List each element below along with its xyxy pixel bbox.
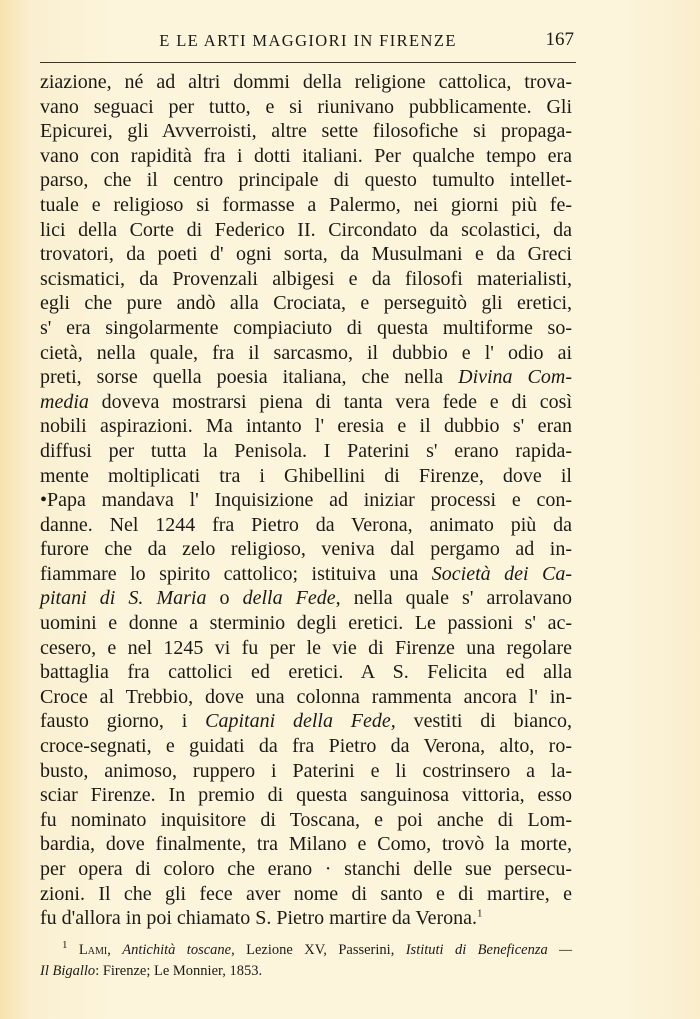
- text-line: croce-segnati, e guidati da fra Pietro da Verona, alto, ro-: [40, 735, 572, 758]
- footnote-author: Lami: [78, 942, 108, 958]
- text-line: [40, 906, 572, 931]
- italic-text: Società dei Ca-: [431, 562, 572, 585]
- footnote: [40, 940, 572, 982]
- footnote-work-2: Istituti di Beneficenza —: [405, 942, 573, 958]
- text-line: [40, 562, 572, 587]
- text-line: [40, 586, 572, 611]
- text-line: cietà, nella quale, fra il sarcasmo, il dubbio e l' odio ai: [40, 341, 572, 364]
- italic-text: Divina Com-: [458, 366, 572, 389]
- footnote-text: , Lezione XV, Passerini,: [231, 942, 406, 958]
- footnote-ref: 1: [477, 907, 483, 920]
- text-line: tuale e religioso si formasse a Palermo, nei giorni più fe-: [40, 193, 572, 216]
- text-line: ziazione, né ad altri dommi della religione cattolica, trova-: [40, 71, 572, 93]
- text-line: lici della Corte di Federico II. Circondato da scolastici, da: [40, 218, 572, 241]
- italic-text: media: [40, 390, 89, 413]
- footnote-line: $^1$ Lami, Antichità toscane, Lezione XV, Passerini, Istituti di Beneficenza —: [62, 939, 573, 958]
- text-line: furore che da zelo religioso, veniva dal pergamo ad in-: [40, 538, 572, 561]
- text-line: scismatici, da Provenzali albigesi e da filosofi materialisti,: [40, 267, 572, 290]
- text-line: trovatori, da poeti d' ogni sorta, da Musulmani e da Greci: [40, 243, 572, 266]
- page-number: 167: [545, 29, 574, 50]
- footnote-work: Antichità toscane: [122, 942, 232, 958]
- text-run: fausto giorno, i: [40, 710, 206, 733]
- footnote-text-2: : Firenze; Le Monnier, 1853.: [95, 963, 263, 979]
- text-line: sciar Firenze. In premio di questa sanguinosa vittoria, esso: [40, 784, 572, 807]
- footnote-marker: 1: [62, 939, 68, 952]
- text-line: fu nominato inquisitore di Toscana, e poi anche di Lom-: [40, 808, 572, 831]
- text-line: bardia, dove finalmente, tra Milano e Como, trovò la morte,: [40, 833, 572, 856]
- text-line: [40, 390, 572, 415]
- text-run: fiammare lo spirito cattolico; istituiva una: [40, 562, 432, 585]
- text-line: mente moltiplicati tra i Ghibellini di Firenze, dove il: [40, 464, 572, 487]
- text-line: per opera di coloro che erano · stanchi delle sue persecu-: [40, 858, 572, 880]
- text-line: Croce al Trebbio, dove una colonna rammenta ancora l' in-: [40, 685, 572, 708]
- italic-text: della Fede: [242, 587, 336, 610]
- text-run: , nella quale s' arrolavano: [335, 587, 573, 610]
- text-line: zioni. Il che gli fece aver nome di santo e di martire, e: [40, 882, 572, 905]
- text-line: vano seguaci per tutto, e si riunivano pubblicamente. Gli: [40, 95, 572, 118]
- italic-text: Capitani della Fede,: [205, 710, 396, 733]
- italic-text: pitani di S. Maria: [40, 587, 207, 610]
- text-run: fu d'allora in poi chiamato S. Pietro martire da Verona.: [40, 907, 478, 930]
- text-line: Epicurei, gli Avverroisti, altre sette filosofiche si propaga-: [40, 120, 572, 143]
- footnote-line: [40, 961, 572, 982]
- text-line: cesero, e nel 1245 vi fu per le vie di Firenze una regolare: [40, 636, 572, 659]
- running-title: E LE ARTI MAGGIORI IN FIRENZE: [159, 31, 457, 50]
- text-line: egli che pure andò alla Crociata, e perseguitò gli eretici,: [40, 292, 572, 315]
- text-line: danne. Nel 1244 fra Pietro da Verona, animato più da: [40, 513, 572, 536]
- text-run: o: [206, 587, 243, 610]
- text-line: diffusi per tutta la Penisola. I Paterini s' erano rapida-: [40, 439, 572, 462]
- text-line: [40, 709, 572, 734]
- text-line: vano con rapidità fra i dotti italiani. Per qualche tempo era: [40, 144, 572, 167]
- text-line: battaglia fra cattolici ed eretici. A S. Felicita ed alla: [40, 661, 572, 684]
- body-text: [40, 70, 572, 931]
- text-line: uomini e donne a sterminio degli eretici. Le passioni s' ac-: [40, 612, 572, 635]
- text-line: •Papa mandava l' Inquisizione ad iniziar processi e con-: [40, 489, 572, 512]
- text-run: preti, sorse quella poesia italiana, che nella: [40, 366, 459, 389]
- text-run: doveva mostrarsi piena di tanta vera fede e di così: [88, 390, 572, 413]
- text-line: [40, 365, 572, 390]
- footnote-work-3: Il Bigallo: [40, 963, 96, 979]
- text-line: nobili aspirazioni. Ma intanto l' eresia e il dubbio s' eran: [40, 415, 572, 438]
- text-line: s' era singolarmente compiaciuto di questa multiforme so-: [40, 316, 572, 339]
- text-line: busto, animoso, ruppero i Paterini e li costrinsero a la-: [40, 759, 572, 782]
- text-line: parso, che il centro principale di questo tumulto intellet-: [40, 169, 572, 192]
- text-run: vestiti di bianco,: [395, 710, 572, 733]
- running-header: [40, 28, 576, 63]
